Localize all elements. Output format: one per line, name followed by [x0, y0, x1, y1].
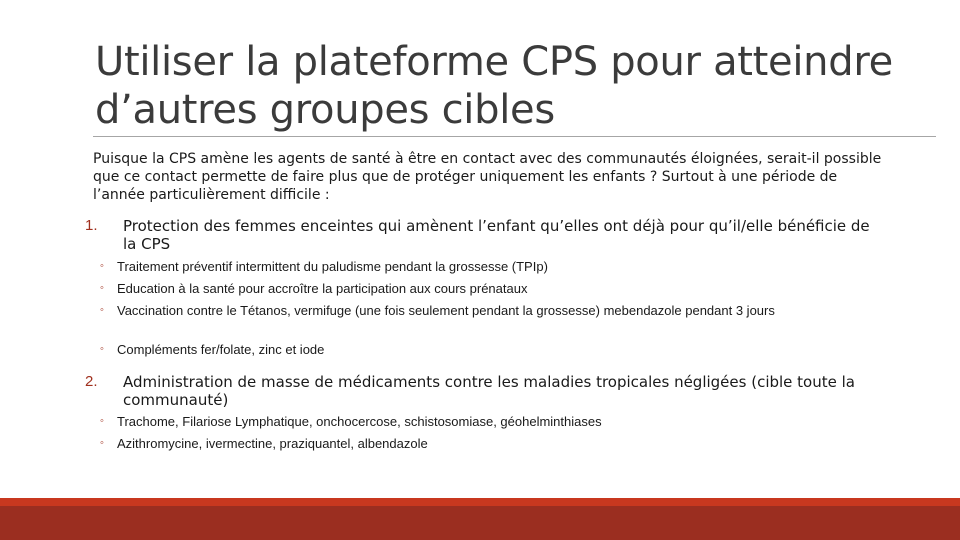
- slide-title: [95, 38, 895, 134]
- item-number-1: 1.: [85, 217, 98, 234]
- sub-bullet-1-1: [100, 258, 880, 275]
- numbered-item-2: [82, 373, 882, 409]
- footer-bar: [0, 506, 960, 540]
- bullet-icon: ◦: [100, 282, 104, 294]
- bullet-icon: ◦: [100, 415, 104, 427]
- sub-bullet-1-2: [100, 280, 880, 297]
- bullet-icon: ◦: [100, 260, 104, 272]
- sub-bullet-2-2: [100, 435, 880, 452]
- bullet-icon: ◦: [100, 343, 104, 355]
- sub-bullet-text: Trachome, Filariose Lymphatique, onchocercose, schistosomiase, géohelminthiases: [117, 414, 602, 429]
- sub-bullet-1-3: [100, 302, 880, 319]
- title-divider: [93, 136, 936, 137]
- slide-title-line-2: d’autres groupes cibles: [95, 87, 555, 133]
- bullet-icon: ◦: [100, 437, 104, 449]
- item-number-2: 2.: [85, 373, 98, 390]
- slide-title-line-1: Utiliser la plateforme CPS pour atteindre: [95, 39, 893, 85]
- sub-bullet-2-1: [100, 413, 880, 430]
- sub-bullet-text: Education à la santé pour accroître la participation aux cours prénataux: [117, 281, 528, 296]
- sub-bullet-text: Traitement préventif intermittent du paludisme pendant la grossesse (TPIp): [117, 259, 548, 274]
- item-text-2: Administration de masse de médicaments contre les maladies tropicales négligées (cible toute la communauté): [123, 373, 855, 409]
- sub-bullet-text: Compléments fer/folate, zinc et iode: [117, 342, 325, 357]
- sub-bullet-text: Azithromycine, ivermectine, praziquantel, albendazole: [117, 436, 428, 451]
- numbered-item-1: [82, 217, 882, 253]
- footer-accent-stripe: [0, 498, 960, 506]
- bullet-icon: ◦: [100, 304, 104, 316]
- sub-bullet-text: Vaccination contre le Tétanos, vermifuge (une fois seulement pendant la grossesse) mebendazole pendant 3 jours: [117, 303, 775, 318]
- item-text-1: Protection des femmes enceintes qui amènent l’enfant qu’elles ont déjà pour qu’il/elle bénéficie de la CPS: [123, 217, 870, 253]
- intro-paragraph: Puisque la CPS amène les agents de santé à être en contact avec des communautés éloignées, serait-il possible que ce contact permette de faire plus que de protéger uniquement les enfants ? Surtout à une période de l’année particulièrement difficile :: [93, 151, 882, 203]
- sub-bullet-1-4: [100, 341, 880, 358]
